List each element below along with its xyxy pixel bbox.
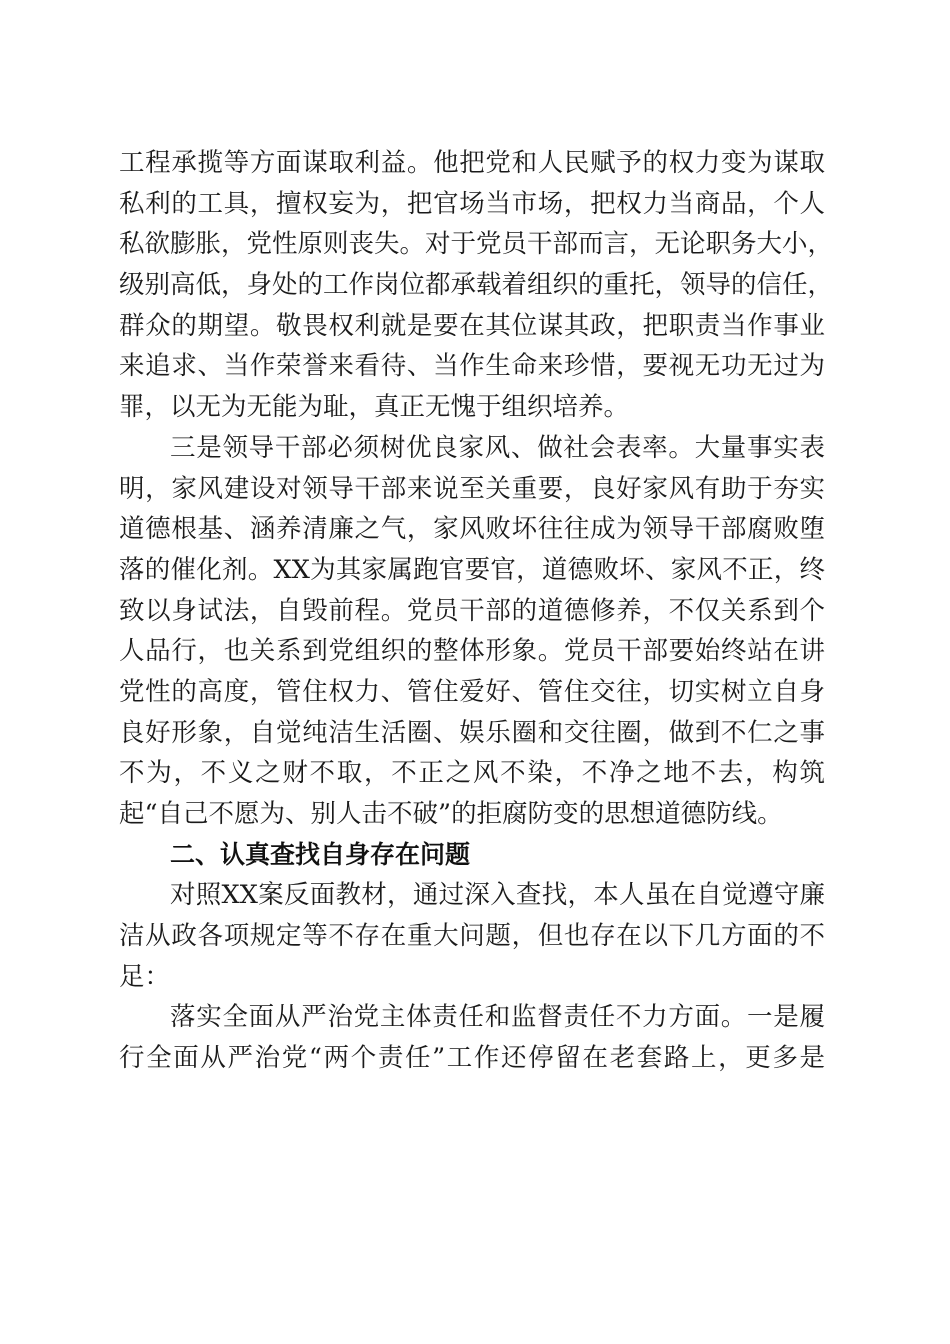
text-line: 起“自己不愿为、别人击不破”的拒腐防变的思想道德防线。 (119, 799, 783, 829)
document-body (119, 143, 834, 1079)
text-line: 致以身试法，自毁前程。党员干部的道德修养，不仅关系到个 (119, 595, 825, 626)
text-line: 级别高低，身处的工作岗位都承载着组织的重托，领导的信任， (119, 270, 834, 301)
text-line: 来追求、当作荣誉来看待、当作生命来珍惜，要视无功无过为 (119, 351, 825, 382)
paragraph-responsibility (119, 997, 825, 1078)
text-line: 足： (119, 961, 171, 992)
text-line: 洁从政各项规定等不存在重大问题，但也存在以下几方面的不 (119, 921, 825, 952)
text-line: 落的催化剂。XX为其家属跑官要官，道德败坏、家风不正，终 (119, 554, 825, 585)
text-line: 三是领导干部必须树优良家风、做社会表率。大量事实表 (170, 432, 825, 463)
section-heading: 二、认真查找自身存在问题 (170, 839, 471, 869)
text-line: 落实全面从严治党主体责任和监督责任不力方面。一是履 (170, 1002, 825, 1033)
text-line: 私欲膨胀，党性原则丧失。对于党员干部而言，无论职务大小， (119, 229, 834, 260)
text-line: 罪，以无为无能为耻，真正无愧于组织培养。 (119, 392, 630, 423)
paragraph-family-style (119, 428, 825, 835)
text-line: 明，家风建设对领导干部来说至关重要，良好家风有助于夯实 (119, 473, 825, 504)
text-line: 对照XX案反面教材，通过深入查找，本人虽在自觉遵守廉 (170, 880, 825, 911)
text-line: 工程承揽等方面谋取利益。他把党和人民赋予的权力变为谋取 (119, 148, 825, 178)
text-line: 良好形象，自觉纯洁生活圈、娱乐圈和交往圈，做到不仁之事 (119, 717, 825, 748)
text-line: 私利的工具，擅权妄为，把官场当市场，把权力当商品，个人 (119, 188, 825, 219)
paragraph-power-abuse (119, 143, 834, 428)
text-line: 人品行，也关系到党组织的整体形象。党员干部要始终站在讲 (119, 636, 825, 667)
text-line: 不为，不义之财不取，不正之风不染，不净之地不去，构筑 (119, 758, 825, 789)
text-line: 道德根基、涵养清廉之气，家风败坏往往成为领导干部腐败堕 (119, 514, 825, 545)
paragraph-self-review (119, 875, 825, 997)
text-line: 党性的高度，管住权力、管住爱好、管住交往，切实树立自身 (119, 676, 825, 707)
text-line: 群众的期望。敬畏权利就是要在其位谋其政，把职责当作事业 (119, 310, 825, 341)
text-line: 行全面从严治党“两个责任”工作还停留在老套路上，更多是 (119, 1043, 825, 1074)
